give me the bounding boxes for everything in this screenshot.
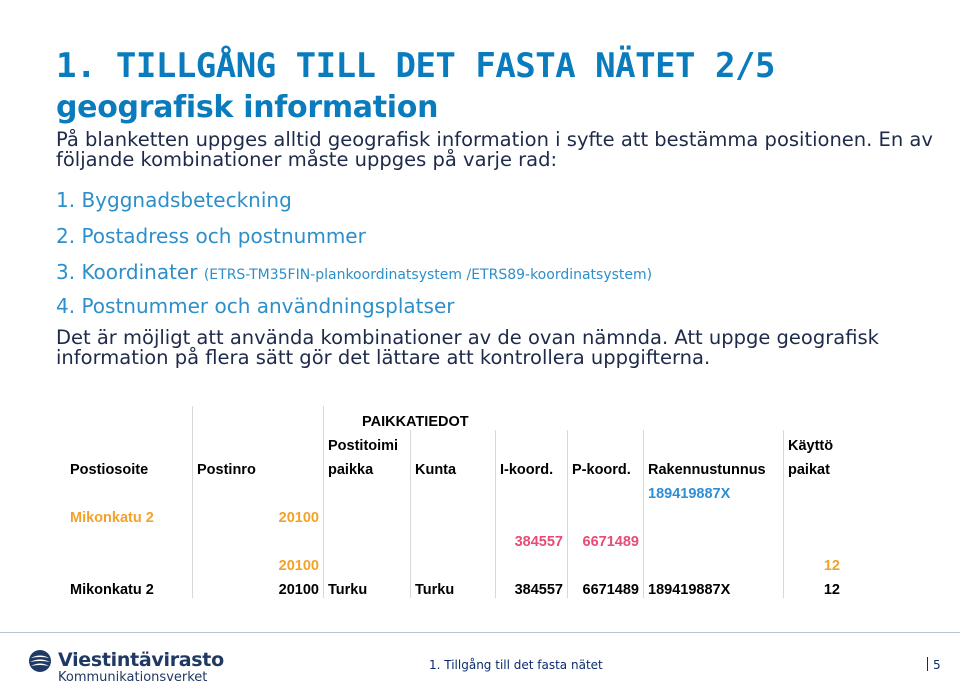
slide-subtitle: geografisk information xyxy=(56,90,439,125)
option-label: 1. Byggnadsbeteckning xyxy=(56,188,292,212)
header-top-cell: Postitoimi xyxy=(324,430,411,454)
footer-title: 1. Tillgång till det fasta nätet xyxy=(429,658,603,672)
header-cell: I-koord. xyxy=(496,454,568,478)
option-item xyxy=(56,188,292,212)
table-row xyxy=(66,478,844,502)
table-cell: Turku xyxy=(411,574,496,598)
table-cell: Turku xyxy=(324,574,411,598)
option-item xyxy=(56,224,366,248)
header-top-cell xyxy=(193,430,324,454)
option-item xyxy=(56,294,454,318)
footer-divider xyxy=(0,632,960,633)
table-row xyxy=(66,574,844,598)
footer xyxy=(0,632,960,692)
table-cell: Mikonkatu 2 xyxy=(66,574,193,598)
table-row xyxy=(66,526,844,550)
table-cell: 12 xyxy=(823,558,840,574)
table-row xyxy=(66,550,844,574)
table-cell: 384557 xyxy=(496,574,568,598)
table-caption: PAIKKATIEDOT xyxy=(362,414,469,430)
option-label: 4. Postnummer och användningsplatser xyxy=(56,294,455,318)
header-cell: paikka xyxy=(324,454,411,478)
table-cell: 20100 xyxy=(193,550,324,574)
option-item xyxy=(56,260,652,284)
header-top-cell xyxy=(66,430,193,454)
table-cell: 6671489 xyxy=(568,574,644,598)
header-cell: Rakennustunnus xyxy=(644,454,784,478)
header-top-cell xyxy=(496,430,568,454)
header-top-cell xyxy=(568,430,644,454)
table-cell: 189419887X xyxy=(644,574,784,598)
option-label: 3. Koordinater xyxy=(56,260,198,284)
outro-text: Det är möjligt att använda kombinationer av de ovan nämnda. Att uppge geografisk information på flera sätt gör det lättare att kontrollera uppgifterna. xyxy=(56,326,879,369)
example-table-image xyxy=(60,400,850,610)
table-cell: 20100 xyxy=(193,574,324,598)
header-top-cell xyxy=(411,430,496,454)
intro-text: På blanketten uppges alltid geografisk information i syfte att bestämma positionen. En av följande kombinationer måste uppges på varje rad: xyxy=(56,128,933,171)
logo-subtitle: Kommunikationsverket xyxy=(58,670,208,685)
page-number: 5 xyxy=(933,658,941,672)
slide-title: 1. TILLGÅNG TILL DET FASTA NÄTET 2/5 xyxy=(56,46,775,86)
header-cell: Postiosoite xyxy=(66,454,193,478)
table-cell: 384557 xyxy=(496,526,568,550)
option-note: (ETRS-TM35FIN-plankoordinatsystem /ETRS89-koordinatsystem) xyxy=(203,267,653,283)
footer-separator xyxy=(927,657,928,671)
table-cell: 6671489 xyxy=(568,526,644,550)
table-row xyxy=(66,502,844,526)
logo-name: Viestintävirasto xyxy=(58,649,224,671)
header-top-cell xyxy=(644,430,784,454)
option-label: 2. Postadress och postnummer xyxy=(56,224,366,248)
header-cell: Postinro xyxy=(193,454,324,478)
header-cell: Kunta xyxy=(411,454,496,478)
header-cell: P-koord. xyxy=(568,454,644,478)
paikkatiedot-table xyxy=(66,406,844,598)
table-cell: 189419887X xyxy=(644,478,784,502)
table-cell: 20100 xyxy=(193,502,324,526)
header-top-cell: Käyttö xyxy=(788,438,834,454)
table-cell: 12 xyxy=(823,582,840,598)
table-cell: Mikonkatu 2 xyxy=(66,502,193,526)
header-cell: paikat xyxy=(788,462,830,478)
globe-logo-icon xyxy=(28,648,52,674)
